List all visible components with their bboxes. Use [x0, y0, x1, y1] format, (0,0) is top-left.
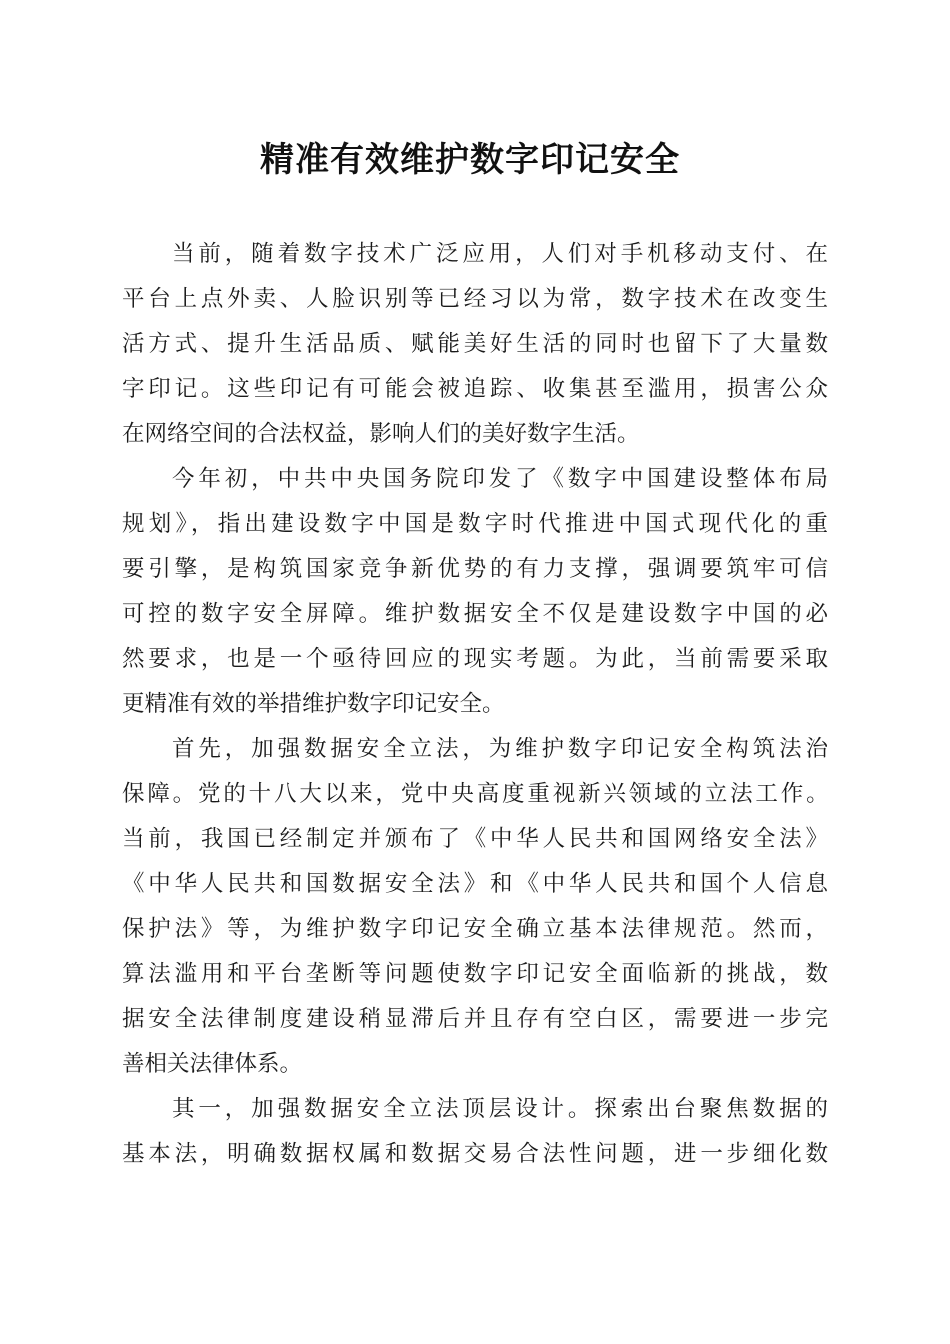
paragraph [122, 727, 828, 1087]
text-line: 首先，加强数据安全立法，为维护数字印记安全构筑法治 [172, 736, 828, 762]
paragraph [122, 232, 828, 457]
text-line: 善相关法律体系。 [122, 1051, 303, 1077]
text-line: 在网络空间的合法权益，影响人们的美好数字生活。 [122, 421, 640, 447]
text-line: 其一，加强数据安全立法顶层设计。探索出台聚焦数据的 [172, 1096, 828, 1122]
text-line: 要引擎，是构筑国家竞争新优势的有力支撑，强调要筑牢可信 [122, 556, 828, 582]
text-line: 基本法，明确数据权属和数据交易合法性问题，进一步细化数 [122, 1141, 828, 1167]
text-line: 《中华人民共和国数据安全法》和《中华人民共和国个人信息 [122, 871, 828, 897]
text-line: 算法滥用和平台垄断等问题使数字印记安全面临新的挑战，数 [122, 961, 828, 987]
text-line: 今年初，中共中央国务院印发了《数字中国建设整体布局 [172, 466, 828, 492]
text-line: 更精准有效的举措维护数字印记安全。 [122, 691, 505, 717]
paragraph [122, 1087, 828, 1177]
text-line: 活方式、提升生活品质、赋能美好生活的同时也留下了大量数 [122, 331, 828, 357]
text-line: 字印记。这些印记有可能会被追踪、收集甚至滥用，损害公众 [122, 376, 828, 402]
text-line: 当前，我国已经制定并颁布了《中华人民共和国网络安全法》 [122, 826, 828, 852]
page-title: 精准有效维护数字印记安全 [260, 140, 680, 180]
text-line: 保障。党的十八大以来，党中央高度重视新兴领域的立法工作。 [122, 781, 828, 807]
text-line: 可控的数字安全屏障。维护数据安全不仅是建设数字中国的必 [122, 601, 828, 627]
text-line: 平台上点外卖、人脸识别等已经习以为常，数字技术在改变生 [122, 286, 828, 312]
document-body [122, 232, 828, 1177]
text-line: 当前，随着数字技术广泛应用，人们对手机移动支付、在 [172, 241, 828, 267]
text-line: 规划》，指出建设数字中国是数字时代推进中国式现代化的重 [122, 511, 828, 537]
paragraph [122, 457, 828, 727]
text-line: 保护法》等，为维护数字印记安全确立基本法律规范。然而， [122, 916, 828, 942]
text-line: 然要求，也是一个亟待回应的现实考题。为此，当前需要采取 [122, 646, 828, 672]
text-line: 据安全法律制度建设稍显滞后并且存有空白区，需要进一步完 [122, 1006, 828, 1032]
